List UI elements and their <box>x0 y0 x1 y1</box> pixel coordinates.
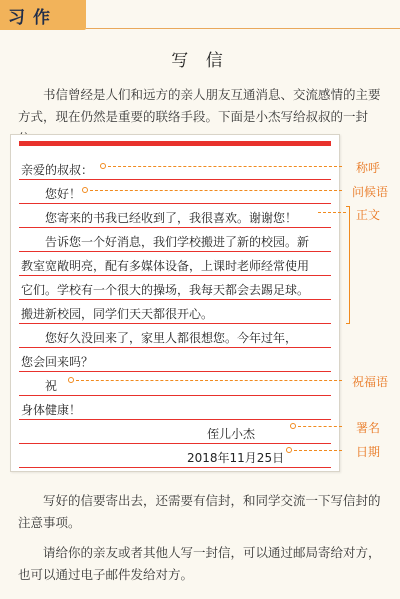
letter-rule <box>19 275 331 276</box>
annotation-leader-signature <box>290 421 350 433</box>
letter-body-line: 您会回来吗？ <box>21 355 94 369</box>
letter-rule <box>19 299 331 300</box>
annotation-closing: 祝福语 <box>352 375 389 389</box>
header-rule <box>86 28 400 29</box>
letter-rule <box>19 371 331 372</box>
letter-body-line: 它们。学校有一个很大的操场，我每天都会去踢足球。 <box>21 283 310 297</box>
annotation-dash <box>294 450 342 451</box>
annotation-dot <box>290 423 296 429</box>
letter-greeting: 您好！ <box>45 187 82 201</box>
letter-rule <box>19 395 331 396</box>
annotation-leader-closing <box>68 375 350 387</box>
section-header-label: 习作 <box>8 8 58 28</box>
annotation-leader-date <box>286 445 350 457</box>
letter-body-line: 教室宽敞明亮，配有多媒体设备，上课时老师经常使用 <box>21 259 310 273</box>
letter-body-line: 您好久没回来了，家里人都很想您。今年过年， <box>45 331 298 345</box>
outro-paragraph: 请给你的亲友或者其他人写一封信，可以通过邮局寄给对方，也可以通过电子邮件发给对方。 <box>18 545 381 582</box>
letter-salutation: 亲爱的叔叔： <box>21 163 94 177</box>
annotation-dot <box>82 187 88 193</box>
annotation-dash <box>318 212 346 213</box>
annotation-signature: 署名 <box>356 421 381 435</box>
letter-body-line: 搬进新校园，同学们天天都很开心。 <box>21 307 214 321</box>
annotation-date: 日期 <box>356 445 381 459</box>
annotation-body: 正文 <box>356 208 381 222</box>
letter-closing-1: 祝 <box>45 379 58 393</box>
outro-paragraph: 写好的信要寄出去，还需要有信封，和同学交流一下写信封的注意事项。 <box>18 493 381 530</box>
annotation-body-bracket <box>346 206 350 324</box>
annotation-dash <box>108 166 342 167</box>
annotation-dot <box>100 163 106 169</box>
letter-rule <box>19 251 331 252</box>
letter-rule <box>19 443 331 444</box>
letter-rule <box>19 323 331 324</box>
letter-date: 2018年11月25日 <box>187 451 285 465</box>
annotation-dash <box>90 190 342 191</box>
letter-body-line: 告诉您一个好消息，我们学校搬进了新的校园。新 <box>45 235 310 249</box>
annotation-leader-greeting <box>82 185 350 197</box>
letter-rule <box>19 347 331 348</box>
annotation-dash <box>298 426 342 427</box>
letter-body-line: 您寄来的书我已经收到了，我很喜欢。谢谢您！ <box>45 211 298 225</box>
letter-closing-2: 身体健康！ <box>21 403 82 417</box>
annotation-dot <box>68 377 74 383</box>
page-title: 写 信 <box>171 51 229 71</box>
annotation-salutation: 称呼 <box>356 161 381 175</box>
annotation-greeting: 问候语 <box>352 185 389 199</box>
annotation-leader-salutation <box>100 161 350 173</box>
letter-signature: 侄儿小杰 <box>207 427 256 441</box>
letter-rule <box>19 419 331 420</box>
annotation-dot <box>286 447 292 453</box>
letter-rule <box>19 203 331 204</box>
letter-rule <box>19 179 331 180</box>
letter-top-bar <box>19 141 331 146</box>
letter-rule <box>19 467 331 468</box>
annotation-dash <box>76 380 342 381</box>
intro-paragraph: 书信曾经是人们和远方的亲人朋友互通消息、交流感情的主要方式，现在仍然是重要的联络手段。下面是小杰写给叔叔的一封 <box>18 87 381 124</box>
section-header-tab <box>0 0 86 30</box>
letter-rule <box>19 227 331 228</box>
